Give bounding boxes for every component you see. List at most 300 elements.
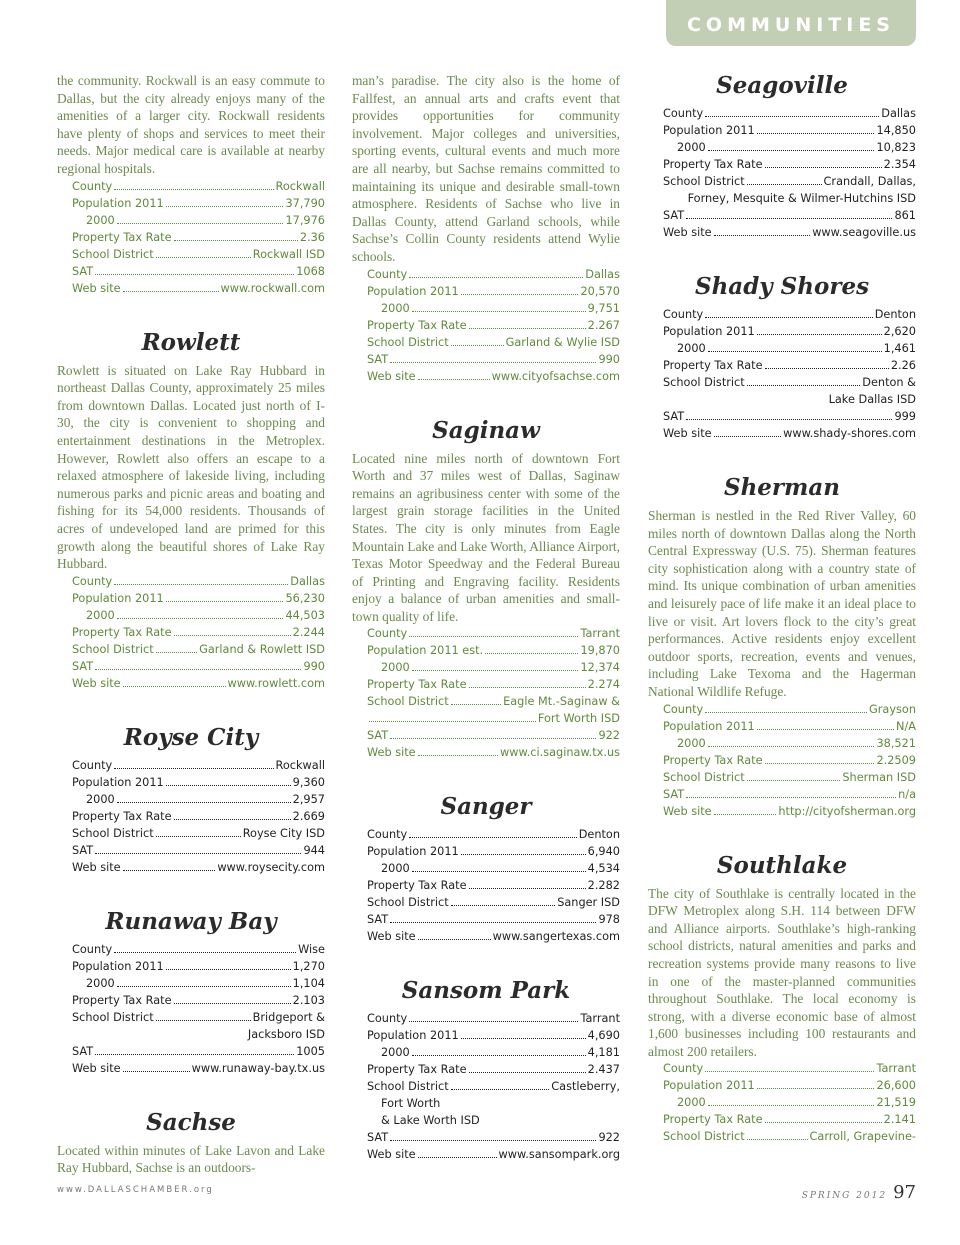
sansom-park-stats: [367, 1010, 620, 1163]
shady-shores-stats: [663, 306, 916, 442]
runaway-bay-school-cont: Jacksboro ISD: [247, 1027, 325, 1041]
stat-value: 1,104: [292, 976, 325, 990]
stat-label: School District: [367, 896, 449, 910]
stat-label: School District: [72, 247, 154, 261]
stat-value: 944: [303, 843, 325, 857]
seagoville-school-cont: Forney, Mesquite & Wilmer-Hutchins ISD: [687, 192, 916, 205]
stat-value: 2.26: [890, 359, 916, 372]
stat-value: Grayson: [869, 702, 916, 716]
stat-value: 26,600: [876, 1079, 916, 1093]
leader-dots: [409, 837, 576, 838]
leader-dots: [714, 814, 777, 815]
leader-dots: [412, 670, 579, 671]
stat-label: 2000: [677, 736, 706, 750]
leader-dots: [174, 1003, 291, 1004]
stat-label: County: [663, 308, 704, 321]
stat-label: Property Tax Rate: [72, 993, 172, 1007]
stat-label: Web site: [367, 930, 416, 944]
stat-value: Crandall, Dallas,: [823, 175, 916, 188]
stat-row: [663, 1094, 916, 1111]
leader-dots: [469, 687, 586, 688]
stat-label: Property Tax Rate: [663, 158, 763, 171]
leader-dots: [114, 768, 273, 769]
stat-row: [367, 911, 620, 928]
leader-dots: [123, 1071, 190, 1072]
stat-label: 2000: [381, 301, 410, 315]
stat-value: 10,823: [876, 141, 916, 154]
stat-label: County: [72, 574, 113, 588]
stat-label: School District: [367, 695, 449, 709]
footer-website: www.DALLASCHAMBER.org: [57, 1185, 214, 1195]
stat-row: [367, 826, 620, 843]
stat-row: [367, 351, 620, 368]
stat-row: [663, 752, 916, 769]
stat-value: Dallas: [290, 574, 325, 588]
stat-row: [367, 693, 620, 710]
stat-row: [367, 1129, 620, 1146]
stat-label: Web site: [72, 860, 121, 874]
stat-row: [72, 1009, 325, 1026]
sansom-park-title: Sansom Park: [401, 977, 571, 1005]
leader-dots: [705, 317, 872, 318]
leader-dots: [390, 738, 596, 739]
stat-value: 38,521: [876, 736, 916, 750]
stat-value: www.shady-shores.com: [783, 427, 916, 440]
leader-dots: [369, 721, 536, 722]
sachse-text-start: Located within minutes of Lake Lavon and Lake Ray Hubbard, Sachse is an outdoors-: [57, 1142, 325, 1176]
leader-dots: [747, 184, 822, 185]
leader-dots: [485, 653, 578, 654]
stat-value: 2.103: [292, 993, 325, 1007]
stat-value: Denton: [578, 828, 620, 842]
leader-dots: [156, 1020, 251, 1021]
column-3: [648, 72, 916, 1145]
stat-row: [367, 334, 620, 351]
stat-value: 9,751: [587, 301, 620, 315]
stat-value: 2.669: [292, 809, 325, 823]
shady-shores-title: Shady Shores: [694, 273, 870, 300]
stat-label: Population 2011: [663, 124, 755, 137]
stat-value: Tarrant: [580, 1012, 620, 1026]
stat-label: Web site: [72, 676, 121, 690]
leader-dots: [95, 669, 301, 670]
stat-label: 2000: [381, 1046, 410, 1060]
stat-value: 2.244: [292, 625, 325, 639]
stat-label: SAT: [367, 913, 389, 927]
seagoville-title: Seagoville: [716, 72, 848, 99]
stat-row: [72, 573, 325, 590]
stat-label: Property Tax Rate: [72, 809, 172, 823]
stat-row: [663, 1128, 916, 1145]
stat-row: [72, 641, 325, 658]
stat-row: [72, 658, 325, 675]
stat-row: [72, 178, 325, 195]
stat-value: 2.274: [587, 678, 620, 692]
stat-label: County: [72, 179, 113, 193]
stat-label: Web site: [72, 1061, 121, 1075]
southlake-stats: [663, 1060, 916, 1145]
stat-row: [367, 283, 620, 300]
stat-label: County: [367, 1012, 408, 1026]
stat-label: School District: [663, 376, 745, 389]
stat-value: Rockwall: [275, 758, 325, 772]
stat-row: [72, 958, 325, 975]
stat-value: Carroll, Grapevine-: [809, 1130, 916, 1144]
stat-row: [367, 894, 620, 911]
leader-dots: [705, 1071, 874, 1072]
stat-row: [663, 786, 916, 803]
leader-dots: [469, 888, 586, 889]
leader-dots: [390, 362, 596, 363]
leader-dots: [114, 189, 273, 190]
stat-label: Population 2011: [367, 284, 459, 298]
southlake-text: The city of Southlake is centrally located in the DFW Metroplex along S.H. 114 between DFW and Alliance airports. Southlake’s high-ranking school districts, natural amenities and parks and recreation systems provide many reasons to live in one of the master-planned communities throughout Southlake. The local economy is strong, with a diverse economic base of almost 1,600 businesses including 100 restaurants and almost 200 retailers.: [648, 885, 916, 1059]
stat-row: [663, 340, 916, 357]
stat-row: [367, 710, 620, 727]
leader-dots: [747, 385, 861, 386]
stat-value: 12,374: [580, 661, 620, 675]
stat-row: [663, 1077, 916, 1094]
stat-row: [663, 769, 916, 786]
stat-value: Dallas: [585, 267, 620, 281]
stat-value: Denton: [874, 308, 916, 321]
stat-row: [663, 718, 916, 735]
leader-dots: [117, 223, 284, 224]
rowlett-stats: [72, 573, 325, 692]
stat-row: [663, 425, 916, 442]
stat-label: Property Tax Rate: [367, 318, 467, 332]
stat-label: Population 2011: [72, 959, 164, 973]
stat-label: School District: [367, 1080, 449, 1094]
stat-label: County: [367, 267, 408, 281]
leader-dots: [123, 870, 216, 871]
footer-issue: [802, 1182, 916, 1203]
stat-row: [72, 825, 325, 842]
sachse-text: man’s paradise. The city also is the home of Fallfest, an annual arts and crafts event that provides opportunities for community involvement. Major colleges and universities, sporting events, cultural events and much more are all nearby, but Sachse remains committed to maintaining its unique and desirable small-town atmosphere. Residents of Sachse who live in Dallas County, attend Garland schools, while Sachse’s Collin County residents attend Wylie schools.: [352, 73, 620, 264]
stat-label: Population 2011: [663, 1079, 755, 1093]
stat-row: [663, 803, 916, 820]
stat-value: 1005: [296, 1044, 325, 1058]
stat-row: [367, 659, 620, 676]
stat-label: Property Tax Rate: [72, 625, 172, 639]
stat-label: Population 2011 est.: [367, 644, 484, 658]
rockwall-stats: [72, 178, 325, 297]
stat-label: School District: [72, 642, 154, 656]
stat-label: 2000: [381, 661, 410, 675]
stat-label: Population 2011: [72, 196, 164, 210]
stat-label: Property Tax Rate: [663, 359, 763, 372]
stat-value: Sanger ISD: [557, 896, 620, 910]
leader-dots: [117, 802, 291, 803]
stat-label: County: [72, 942, 113, 956]
stat-row: [72, 757, 325, 774]
leader-dots: [708, 150, 875, 151]
stat-row: [663, 323, 916, 340]
saginaw-title: Saginaw: [432, 416, 540, 444]
stat-label: SAT: [663, 410, 685, 423]
stat-label: Web site: [663, 804, 712, 818]
stat-value: 6,940: [587, 845, 620, 859]
sherman-stats: [663, 701, 916, 820]
stat-value: 2.141: [883, 1113, 916, 1127]
stat-value: Dallas: [881, 107, 916, 120]
leader-dots: [117, 618, 284, 619]
stat-value: Royse City ISD: [242, 826, 325, 840]
stat-row: [663, 122, 916, 139]
leader-dots: [390, 922, 596, 923]
leader-dots: [95, 853, 301, 854]
stat-value: www.sangertexas.com: [492, 930, 620, 944]
rowlett-title: Rowlett: [141, 328, 241, 356]
stat-row: [72, 212, 325, 229]
stat-label: School District: [663, 1130, 745, 1144]
stat-row: [72, 975, 325, 992]
stat-label: 2000: [86, 976, 115, 990]
stat-value: Eagle Mt.-Saginaw &: [503, 695, 620, 709]
stat-row: [367, 1061, 620, 1078]
stat-value: 999: [894, 410, 916, 423]
sherman-text: Sherman is nestled in the Red River Valley, 60 miles north of downtown Dallas along the North Central Expressway (U.S. 75). Sherman features city sophistication along with a country state of mind. Its unique combination of urban amenities and leisurely pace of life make it an ideal place to live or visit. Art lovers flock to the city’s great performances. Active residents enjoy excellent outdoor sports, recreation, events and venues, including Lake Texoma and the Hagerman National Wildlife Refuge.: [648, 508, 916, 699]
stat-value: 922: [598, 1131, 620, 1145]
section-tab: COMMUNITIES: [666, 0, 916, 46]
stat-value: 2.267: [587, 318, 620, 332]
stat-value: Fort Worth ISD: [537, 712, 620, 726]
stat-value: www.runaway-bay.tx.us: [191, 1061, 325, 1075]
stat-row: [367, 744, 620, 761]
stat-row: [663, 207, 916, 224]
stat-row: [72, 1060, 325, 1077]
stat-value: 2.354: [883, 158, 916, 171]
stat-value: 2,957: [292, 792, 325, 806]
leader-dots: [409, 1021, 578, 1022]
stat-label: County: [663, 1062, 704, 1076]
leader-dots: [390, 1140, 596, 1141]
sanger-stats: [367, 826, 620, 945]
leader-dots: [705, 116, 879, 117]
stat-value: Tarrant: [580, 627, 620, 641]
stat-row: [663, 357, 916, 374]
stat-value: 2.282: [587, 879, 620, 893]
stat-value: 2.2509: [876, 753, 916, 767]
stat-value: www.cityofsachse.com: [491, 369, 620, 383]
stat-row: [72, 590, 325, 607]
stat-label: School District: [72, 1010, 154, 1024]
stat-value: 2.437: [587, 1063, 620, 1077]
stat-label: SAT: [663, 209, 685, 222]
seagoville-stats: [663, 105, 916, 241]
stat-value: 56,230: [285, 591, 325, 605]
stat-label: County: [663, 702, 704, 716]
stat-label: School District: [663, 770, 745, 784]
stat-label: Population 2011: [367, 1029, 459, 1043]
leader-dots: [461, 294, 579, 295]
stat-value: www.ci.saginaw.tx.us: [500, 746, 620, 760]
leader-dots: [461, 854, 586, 855]
stat-label: SAT: [72, 843, 94, 857]
leader-dots: [747, 780, 841, 781]
leader-dots: [409, 636, 578, 637]
column-1: [57, 72, 325, 1177]
sansom-school-cont-2: & Lake Worth ISD: [381, 1114, 480, 1128]
stat-label: Property Tax Rate: [367, 879, 467, 893]
stat-value: 990: [303, 659, 325, 673]
stat-value: www.roysecity.com: [217, 860, 325, 874]
stat-row: [663, 374, 916, 391]
saginaw-stats: [367, 625, 620, 761]
stat-row: [367, 300, 620, 317]
leader-dots: [123, 686, 226, 687]
sansom-school-cont-1: Fort Worth: [381, 1097, 441, 1111]
stat-label: 2000: [86, 792, 115, 806]
stat-value: n/a: [898, 787, 916, 801]
leader-dots: [714, 235, 811, 236]
stat-row: [663, 156, 916, 173]
royse-city-stats: [72, 757, 325, 876]
leader-dots: [686, 218, 892, 219]
stat-row: [367, 625, 620, 642]
leader-dots: [166, 206, 284, 207]
leader-dots: [708, 351, 882, 352]
leader-dots: [765, 1122, 882, 1123]
stat-label: SAT: [663, 787, 685, 801]
stat-label: SAT: [367, 352, 389, 366]
stat-row: [72, 280, 325, 297]
stat-value: 9,360: [292, 775, 325, 789]
leader-dots: [757, 334, 882, 335]
stat-value: www.rockwall.com: [220, 281, 325, 295]
leader-dots: [705, 712, 867, 713]
stat-label: Population 2011: [72, 591, 164, 605]
leader-dots: [418, 1157, 497, 1158]
stat-value: http://cityofsherman.org: [778, 804, 916, 818]
sachse-stats: [367, 266, 620, 385]
stat-row: [367, 368, 620, 385]
leader-dots: [418, 379, 490, 380]
column-2: [352, 72, 620, 1163]
stat-label: County: [367, 828, 408, 842]
stat-value: 37,790: [285, 196, 325, 210]
stat-label: SAT: [367, 729, 389, 743]
stat-row: [367, 266, 620, 283]
stat-label: SAT: [72, 264, 94, 278]
stat-row: [72, 195, 325, 212]
stat-value: Wise: [298, 942, 325, 956]
leader-dots: [123, 291, 219, 292]
stat-label: Population 2011: [72, 775, 164, 789]
stat-row: [367, 928, 620, 945]
stat-row: [367, 877, 620, 894]
stat-value: www.rowlett.com: [227, 676, 325, 690]
leader-dots: [757, 1088, 875, 1089]
southlake-title: Southlake: [716, 851, 848, 879]
sherman-title: Sherman: [723, 474, 841, 501]
stat-row: [367, 1010, 620, 1027]
stat-row: [367, 1044, 620, 1061]
stat-label: Property Tax Rate: [367, 678, 467, 692]
stat-row: [72, 941, 325, 958]
stat-value: Rockwall ISD: [252, 247, 325, 261]
stat-row: [72, 808, 325, 825]
stat-label: 2000: [381, 862, 410, 876]
leader-dots: [166, 785, 291, 786]
leader-dots: [451, 704, 501, 705]
leader-dots: [114, 584, 288, 585]
stat-value: 19,870: [580, 644, 620, 658]
stat-value: 14,850: [876, 124, 916, 137]
stat-label: Web site: [72, 281, 121, 295]
stat-label: 2000: [86, 608, 115, 622]
rowlett-text: Rowlett is situated on Lake Ray Hubbard in northeast Dallas County, approximately 25 miles from downtown Dallas. Located just north of I-30, the city is convenient to shopping and entertainment destinations in the Metroplex. However, Rowlett also offers an escape to a relaxed atmosphere of lakeside living, including numerous parks and picnic areas and boating and fishing for its 54,000 residents. Thousands of acres of undeveloped land are primed for this growth along the beautiful shores of Lake Ray Hubbard.: [57, 362, 325, 572]
stat-value: 1,270: [292, 959, 325, 973]
leader-dots: [156, 836, 241, 837]
stat-row: [72, 774, 325, 791]
stat-value: Sherman ISD: [842, 770, 916, 784]
stat-row: [663, 701, 916, 718]
leader-dots: [166, 969, 291, 970]
stat-label: Web site: [367, 369, 416, 383]
stat-row: [72, 229, 325, 246]
stat-row: [72, 842, 325, 859]
stat-row: [72, 1043, 325, 1060]
stat-value: 20,570: [580, 284, 620, 298]
stat-label: 2000: [677, 342, 706, 355]
leader-dots: [418, 755, 498, 756]
leader-dots: [747, 1139, 808, 1140]
stat-value: 4,690: [587, 1029, 620, 1043]
leader-dots: [412, 1055, 586, 1056]
stat-value: 990: [598, 352, 620, 366]
page-number: 97: [893, 1182, 916, 1203]
stat-row: [72, 992, 325, 1009]
stat-label: Web site: [663, 427, 712, 440]
stat-value: Rockwall: [275, 179, 325, 193]
stat-value: 4,181: [587, 1046, 620, 1060]
stat-label: 2000: [677, 1096, 706, 1110]
leader-dots: [418, 939, 491, 940]
stat-label: School District: [663, 175, 745, 188]
stat-label: School District: [72, 826, 154, 840]
runaway-bay-stats: [72, 941, 325, 1077]
leader-dots: [714, 436, 781, 437]
shady-shores-school-cont: Lake Dallas ISD: [828, 393, 916, 406]
stat-row: [367, 727, 620, 744]
stat-value: 922: [598, 729, 620, 743]
leader-dots: [461, 1038, 586, 1039]
stat-row: [367, 676, 620, 693]
leader-dots: [757, 729, 894, 730]
stat-value: 4,534: [587, 862, 620, 876]
stat-label: County: [72, 758, 113, 772]
stat-row: [367, 1078, 620, 1095]
stat-row: [663, 306, 916, 323]
stat-value: Tarrant: [876, 1062, 916, 1076]
stat-value: Garland & Rowlett ISD: [199, 642, 325, 656]
stat-label: School District: [367, 335, 449, 349]
stat-label: County: [367, 627, 408, 641]
royse-city-title: Royse City: [123, 723, 259, 751]
leader-dots: [174, 240, 298, 241]
stat-value: 2.36: [299, 230, 325, 244]
stat-value: Bridgeport &: [252, 1010, 325, 1024]
stat-label: SAT: [72, 659, 94, 673]
stat-label: 2000: [86, 213, 115, 227]
stat-label: Web site: [663, 226, 712, 239]
leader-dots: [451, 345, 504, 346]
leader-dots: [117, 986, 291, 987]
leader-dots: [156, 652, 197, 653]
stat-label: Web site: [367, 1148, 416, 1162]
stat-label: Population 2011: [663, 719, 755, 733]
